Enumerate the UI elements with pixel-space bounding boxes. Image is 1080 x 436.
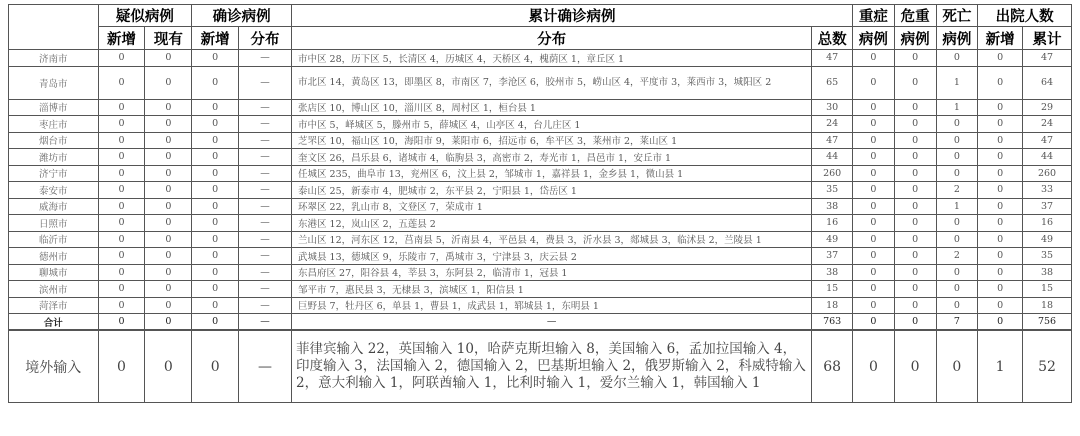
suspected-existing: 0 (145, 248, 192, 265)
table-row (9, 281, 1072, 298)
suspected-new: 0 (98, 182, 145, 199)
discharged-new: 0 (978, 215, 1023, 232)
confirmed-new: 0 (192, 99, 239, 116)
suspected-new: 0 (98, 116, 145, 133)
discharged-cumulative: 15 (1023, 281, 1072, 298)
city-name: 德州市 (9, 248, 99, 265)
severe-cases: 0 (853, 215, 895, 232)
severe-cases: 0 (853, 264, 895, 281)
confirmed-distribution: — (239, 99, 292, 116)
confirmed-new: 0 (192, 66, 239, 99)
discharged-new: 0 (978, 297, 1023, 314)
discharged-new: 0 (978, 231, 1023, 248)
confirmed-distribution: — (239, 50, 292, 67)
suspected-new: 0 (98, 149, 145, 166)
suspected-existing: 0 (145, 50, 192, 67)
discharged-cumulative: 29 (1023, 99, 1072, 116)
confirmed-new: 0 (192, 231, 239, 248)
suspected-existing: 0 (145, 215, 192, 232)
header-severe: 重症 (853, 5, 895, 27)
city-name: 济宁市 (9, 165, 99, 182)
cumulative-distribution: 张店区 10，博山区 10，淄川区 8，周村区 1，桓台县 1 (292, 99, 812, 116)
header-corner (9, 5, 99, 50)
death-cases: 0 (936, 231, 978, 248)
death-cases: 0 (936, 116, 978, 133)
cumulative-distribution: 市中区 28，历下区 5，长清区 4，历城区 4，天桥区 4，槐荫区 1，章丘区 1 (292, 50, 812, 67)
critical-cases: 0 (894, 99, 936, 116)
city-rows (9, 50, 1072, 314)
confirmed-distribution: — (239, 297, 292, 314)
cumulative-distribution: 武城县 13，德城区 9，乐陵市 7，禹城市 3，宁津县 3，庆云县 2 (292, 248, 812, 265)
cumulative-total: 24 (812, 116, 853, 133)
death-cases: 2 (936, 182, 978, 199)
suspected-new: 0 (98, 248, 145, 265)
city-name: 聊城市 (9, 264, 99, 281)
cumulative-total: 68 (812, 330, 853, 403)
header-death: 死亡 (936, 5, 978, 27)
severe-cases: 0 (853, 66, 895, 99)
city-name: 泰安市 (9, 182, 99, 199)
suspected-existing: 0 (145, 198, 192, 215)
critical-cases: 0 (894, 215, 936, 232)
severe-cases: 0 (853, 149, 895, 166)
death-cases: 0 (936, 215, 978, 232)
severe-cases: 0 (853, 165, 895, 182)
death-cases: 0 (936, 165, 978, 182)
city-name: 烟台市 (9, 132, 99, 149)
confirmed-new: 0 (192, 165, 239, 182)
city-name: 菏泽市 (9, 297, 99, 314)
cumulative-total: 30 (812, 99, 853, 116)
confirmed-distribution: — (239, 198, 292, 215)
death-cases: 0 (936, 149, 978, 166)
critical-cases: 0 (894, 248, 936, 265)
severe-cases: 0 (853, 116, 895, 133)
total-row (9, 314, 1072, 331)
cumulative-distribution: 奎文区 26，昌乐县 6，诸城市 4，临朐县 3，高密市 2，寿光市 1，昌邑市 1，安丘市 1 (292, 149, 812, 166)
death-cases: 0 (936, 330, 978, 403)
discharged-cumulative: 49 (1023, 231, 1072, 248)
death-cases: 1 (936, 99, 978, 116)
discharged-new: 0 (978, 66, 1023, 99)
critical-cases: 0 (894, 50, 936, 67)
suspected-new: 0 (98, 50, 145, 67)
suspected-existing: 0 (145, 297, 192, 314)
table-header (9, 5, 1072, 50)
header-cumulative-distribution: 分布 (292, 27, 812, 50)
confirmed-new: 0 (192, 215, 239, 232)
suspected-existing: 0 (145, 165, 192, 182)
discharged-cumulative: 260 (1023, 165, 1072, 182)
confirmed-new: 0 (192, 116, 239, 133)
cumulative-distribution: 市北区 14，黄岛区 13，即墨区 8，市南区 7，李沧区 6，胶州市 5，崂山区 4，平度市 3，莱西市 3，城阳区 2 (292, 66, 812, 99)
city-name: 日照市 (9, 215, 99, 232)
abroad-row (9, 330, 1072, 403)
suspected-existing: 0 (145, 99, 192, 116)
discharged-new: 0 (978, 281, 1023, 298)
confirmed-new: 0 (192, 149, 239, 166)
header-severe-cases: 病例 (853, 27, 895, 50)
critical-cases: 0 (894, 231, 936, 248)
header-confirmed-distribution: 分布 (239, 27, 292, 50)
critical-cases: 0 (894, 314, 936, 331)
suspected-new: 0 (98, 231, 145, 248)
confirmed-new: 0 (192, 297, 239, 314)
discharged-new: 0 (978, 50, 1023, 67)
severe-cases: 0 (853, 281, 895, 298)
discharged-cumulative: 47 (1023, 132, 1072, 149)
discharged-new: 0 (978, 198, 1023, 215)
city-name: 淄博市 (9, 99, 99, 116)
cumulative-distribution: 环翠区 22，乳山市 8，文登区 7，荣成市 1 (292, 198, 812, 215)
confirmed-distribution: — (239, 165, 292, 182)
header-death-cases: 病例 (936, 27, 978, 50)
cumulative-distribution: 巨野县 7，牡丹区 6，单县 1，曹县 1，成武县 1，郓城县 1，东明县 1 (292, 297, 812, 314)
critical-cases: 0 (894, 182, 936, 199)
severe-cases: 0 (853, 99, 895, 116)
discharged-new: 0 (978, 99, 1023, 116)
cumulative-distribution: 市中区 5，峄城区 5，滕州市 5，薛城区 4，山亭区 4，台儿庄区 1 (292, 116, 812, 133)
discharged-cumulative: 35 (1023, 248, 1072, 265)
discharged-new: 0 (978, 132, 1023, 149)
suspected-new: 0 (98, 198, 145, 215)
death-cases: 7 (936, 314, 978, 331)
confirmed-new: 0 (192, 50, 239, 67)
confirmed-distribution: — (239, 314, 292, 331)
table-row (9, 248, 1072, 265)
confirmed-new: 0 (192, 330, 239, 403)
header-suspected: 疑似病例 (98, 5, 192, 27)
suspected-new: 0 (98, 66, 145, 99)
severe-cases: 0 (853, 248, 895, 265)
table-row (9, 264, 1072, 281)
death-cases: 0 (936, 297, 978, 314)
suspected-new: 0 (98, 215, 145, 232)
table-row (9, 50, 1072, 67)
cumulative-total: 260 (812, 165, 853, 182)
table-row (9, 215, 1072, 232)
discharged-new: 0 (978, 248, 1023, 265)
confirmed-new: 0 (192, 281, 239, 298)
header-critical: 危重 (894, 5, 936, 27)
cumulative-total: 38 (812, 198, 853, 215)
confirmed-distribution: — (239, 149, 292, 166)
confirmed-distribution: — (239, 182, 292, 199)
abroad-label: 境外输入 (9, 330, 99, 403)
discharged-cumulative: 18 (1023, 297, 1072, 314)
cumulative-distribution: 菲律宾输入 22，英国输入 10，哈萨克斯坦输入 8，美国输入 6，孟加拉国输入 4，印度输入 3，法国输入 2，德国输入 2，巴基斯坦输入 2，俄罗斯输入 2，科威特输入 2，意大利输入 1，阿联酋输入 1，比利时输入 1，爱尔兰输入 1，韩国输入 1 (292, 330, 812, 403)
critical-cases: 0 (894, 165, 936, 182)
suspected-existing: 0 (145, 116, 192, 133)
table-row (9, 66, 1072, 99)
table-row (9, 182, 1072, 199)
table-row (9, 149, 1072, 166)
header-critical-cases: 病例 (894, 27, 936, 50)
confirmed-new: 0 (192, 248, 239, 265)
critical-cases: 0 (894, 264, 936, 281)
confirmed-distribution: — (239, 116, 292, 133)
confirmed-new: 0 (192, 264, 239, 281)
cumulative-distribution: — (292, 314, 812, 331)
discharged-new: 0 (978, 314, 1023, 331)
critical-cases: 0 (894, 198, 936, 215)
confirmed-new: 0 (192, 198, 239, 215)
header-suspected-new: 新增 (98, 27, 145, 50)
suspected-new: 0 (98, 165, 145, 182)
severe-cases: 0 (853, 198, 895, 215)
cumulative-total: 35 (812, 182, 853, 199)
confirmed-distribution: — (239, 66, 292, 99)
city-name: 潍坊市 (9, 149, 99, 166)
critical-cases: 0 (894, 66, 936, 99)
cumulative-distribution: 兰山区 12，河东区 12，莒南县 5，沂南县 4，平邑县 4，费县 3，沂水县 3，郯城县 3，临沭县 2，兰陵县 1 (292, 231, 812, 248)
header-cumulative: 累计确诊病例 (292, 5, 853, 27)
death-cases: 0 (936, 281, 978, 298)
discharged-new: 0 (978, 116, 1023, 133)
city-name: 济南市 (9, 50, 99, 67)
severe-cases: 0 (853, 314, 895, 331)
cumulative-distribution: 邹平市 7，惠民县 3，无棣县 3，滨城区 1，阳信县 1 (292, 281, 812, 298)
cumulative-total: 44 (812, 149, 853, 166)
cumulative-total: 47 (812, 50, 853, 67)
discharged-new: 0 (978, 165, 1023, 182)
suspected-existing: 0 (145, 132, 192, 149)
table-row (9, 99, 1072, 116)
header-discharged-cumulative: 累计 (1023, 27, 1072, 50)
cumulative-distribution: 东港区 12，岚山区 2，五莲县 2 (292, 215, 812, 232)
discharged-cumulative: 47 (1023, 50, 1072, 67)
death-cases: 0 (936, 132, 978, 149)
confirmed-distribution: — (239, 264, 292, 281)
header-discharged: 出院人数 (978, 5, 1072, 27)
confirmed-distribution: — (239, 215, 292, 232)
discharged-cumulative: 64 (1023, 66, 1072, 99)
critical-cases: 0 (894, 297, 936, 314)
confirmed-distribution: — (239, 248, 292, 265)
cumulative-total: 16 (812, 215, 853, 232)
cumulative-distribution: 芝罘区 10，福山区 10，海阳市 9，莱阳市 6，招远市 6，牟平区 3，莱州市 2，莱山区 1 (292, 132, 812, 149)
suspected-new: 0 (98, 264, 145, 281)
table-row (9, 116, 1072, 133)
table-row (9, 132, 1072, 149)
confirmed-distribution: — (239, 281, 292, 298)
suspected-existing: 0 (145, 149, 192, 166)
suspected-new: 0 (98, 281, 145, 298)
cumulative-total: 49 (812, 231, 853, 248)
confirmed-distribution: — (239, 330, 292, 403)
total-section (9, 314, 1072, 331)
city-name: 临沂市 (9, 231, 99, 248)
header-suspected-existing: 现有 (145, 27, 192, 50)
suspected-new: 0 (98, 132, 145, 149)
severe-cases: 0 (853, 132, 895, 149)
discharged-cumulative: 24 (1023, 116, 1072, 133)
header-confirmed: 确诊病例 (192, 5, 292, 27)
table-row (9, 165, 1072, 182)
cumulative-distribution: 任城区 235，曲阜市 13，兖州区 6，汶上县 2，邹城市 1，嘉祥县 1，金乡县 1，微山县 1 (292, 165, 812, 182)
critical-cases: 0 (894, 149, 936, 166)
suspected-new: 0 (98, 330, 145, 403)
suspected-existing: 0 (145, 330, 192, 403)
discharged-cumulative: 16 (1023, 215, 1072, 232)
suspected-existing: 0 (145, 231, 192, 248)
cumulative-distribution: 泰山区 25，新泰市 4，肥城市 2，东平县 2，宁阳县 1，岱岳区 1 (292, 182, 812, 199)
suspected-new: 0 (98, 99, 145, 116)
abroad-section (9, 330, 1072, 403)
discharged-cumulative: 44 (1023, 149, 1072, 166)
confirmed-new: 0 (192, 314, 239, 331)
cumulative-total: 65 (812, 66, 853, 99)
city-name: 滨州市 (9, 281, 99, 298)
header-discharged-new: 新增 (978, 27, 1023, 50)
discharged-new: 0 (978, 264, 1023, 281)
suspected-existing: 0 (145, 182, 192, 199)
header-cumulative-total: 总数 (812, 27, 853, 50)
critical-cases: 0 (894, 330, 936, 403)
suspected-existing: 0 (145, 281, 192, 298)
total-label: 合计 (9, 314, 99, 331)
death-cases: 2 (936, 248, 978, 265)
critical-cases: 0 (894, 132, 936, 149)
suspected-new: 0 (98, 314, 145, 331)
confirmed-new: 0 (192, 182, 239, 199)
table-row (9, 231, 1072, 248)
severe-cases: 0 (853, 231, 895, 248)
severe-cases: 0 (853, 330, 895, 403)
confirmed-distribution: — (239, 132, 292, 149)
cumulative-total: 47 (812, 132, 853, 149)
discharged-new: 0 (978, 149, 1023, 166)
suspected-new: 0 (98, 297, 145, 314)
severe-cases: 0 (853, 182, 895, 199)
critical-cases: 0 (894, 281, 936, 298)
city-name: 青岛市 (9, 66, 99, 99)
death-cases: 0 (936, 264, 978, 281)
discharged-cumulative: 756 (1023, 314, 1072, 331)
discharged-new: 0 (978, 182, 1023, 199)
discharged-cumulative: 52 (1023, 330, 1072, 403)
cumulative-total: 37 (812, 248, 853, 265)
discharged-cumulative: 38 (1023, 264, 1072, 281)
cumulative-total: 18 (812, 297, 853, 314)
death-cases: 1 (936, 198, 978, 215)
discharged-cumulative: 33 (1023, 182, 1072, 199)
header-confirmed-new: 新增 (192, 27, 239, 50)
case-table (8, 4, 1072, 403)
city-name: 枣庄市 (9, 116, 99, 133)
city-name: 威海市 (9, 198, 99, 215)
severe-cases: 0 (853, 50, 895, 67)
severe-cases: 0 (853, 297, 895, 314)
death-cases: 1 (936, 66, 978, 99)
discharged-new: 1 (978, 330, 1023, 403)
table-row (9, 297, 1072, 314)
critical-cases: 0 (894, 116, 936, 133)
confirmed-distribution: — (239, 231, 292, 248)
confirmed-new: 0 (192, 132, 239, 149)
cumulative-distribution: 东昌府区 27，阳谷县 4，莘县 3，东阿县 2，临清市 1，冠县 1 (292, 264, 812, 281)
cumulative-total: 15 (812, 281, 853, 298)
suspected-existing: 0 (145, 314, 192, 331)
table-row (9, 198, 1072, 215)
cumulative-total: 763 (812, 314, 853, 331)
suspected-existing: 0 (145, 264, 192, 281)
discharged-cumulative: 37 (1023, 198, 1072, 215)
death-cases: 0 (936, 50, 978, 67)
suspected-existing: 0 (145, 66, 192, 99)
cumulative-total: 38 (812, 264, 853, 281)
